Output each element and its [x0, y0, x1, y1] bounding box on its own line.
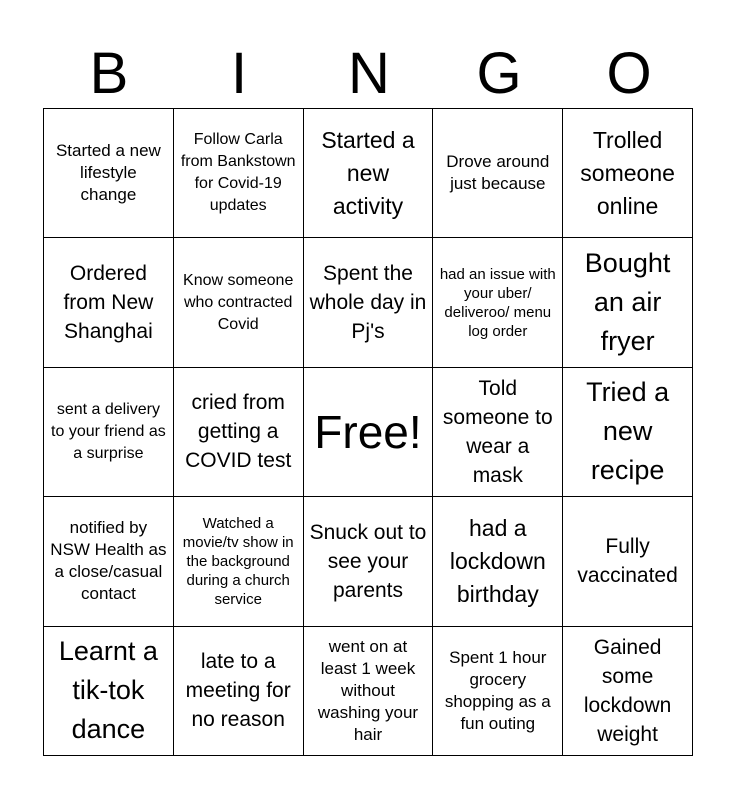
cell-text: Told someone to wear a mask: [442, 376, 553, 487]
bingo-header: [44, 40, 694, 108]
cell-text: Drove around just because: [446, 152, 550, 194]
cell-text: Trolled someone online: [580, 126, 675, 219]
header-letter-b: B: [89, 41, 129, 106]
bingo-cell-2-3[interactable]: [304, 238, 434, 367]
cell-text: late to a meeting for no reason: [185, 650, 291, 732]
cell-text: notified by NSW Health as a close/casual contact: [50, 518, 167, 604]
cell-text: Snuck out to see your parents: [309, 520, 427, 602]
bingo-cell-3-2[interactable]: [174, 368, 304, 497]
bingo-cell-1-2[interactable]: [174, 109, 304, 238]
bingo-cell-5-4[interactable]: [433, 627, 563, 756]
cell-text: sent a delivery to your friend as a surprise: [51, 400, 166, 462]
header-letter-g: G: [476, 41, 522, 106]
bingo-cell-2-5[interactable]: [563, 238, 693, 367]
bingo-cell-3-1[interactable]: [44, 368, 174, 497]
bingo-grid: [43, 108, 693, 756]
bingo-cell-1-4[interactable]: [433, 109, 563, 238]
bingo-cell-4-3[interactable]: [304, 497, 434, 626]
bingo-cell-3-4[interactable]: [433, 368, 563, 497]
cell-text: Watched a movie/tv show in the background during a church service: [182, 514, 294, 608]
bingo-cell-1-3[interactable]: [304, 109, 434, 238]
cell-text: Tried a new recipe: [586, 377, 670, 486]
free-space-text: Free!: [314, 405, 422, 458]
cell-text: Started a new activity: [321, 126, 415, 219]
bingo-cell-4-5[interactable]: [563, 497, 693, 626]
cell-text: Follow Carla from Bankstown for Covid-19 updates: [180, 131, 296, 215]
cell-text: went on at least 1 week without washing your hair: [317, 636, 419, 744]
bingo-cell-2-1[interactable]: [44, 238, 174, 367]
bingo-cell-5-2[interactable]: [174, 627, 304, 756]
header-letter-n: N: [348, 41, 390, 106]
cell-text: Fully vaccinated: [577, 535, 678, 588]
bingo-cell-4-2[interactable]: [174, 497, 304, 626]
header-letter-o: O: [606, 41, 652, 106]
bingo-cell-1-5[interactable]: [563, 109, 693, 238]
cell-text: Spent the whole day in Pj's: [309, 262, 427, 344]
bingo-cell-free[interactable]: [304, 368, 434, 497]
cell-text: had a lockdown birthday: [449, 514, 546, 607]
cell-text: Ordered from New Shanghai: [63, 262, 154, 344]
cell-text: Bought an air fryer: [584, 248, 671, 357]
bingo-cell-3-5[interactable]: [563, 368, 693, 497]
bingo-cell-4-4[interactable]: [433, 497, 563, 626]
bingo-cell-2-4[interactable]: [433, 238, 563, 367]
cell-text: Learnt a tik-tok dance: [58, 636, 158, 745]
header-letter-i: I: [230, 41, 248, 106]
cell-text: Gained some lockdown weight: [583, 635, 672, 746]
cell-text: cried from getting a COVID test: [185, 391, 292, 473]
cell-text: Know someone who contracted Covid: [183, 271, 294, 333]
bingo-cell-5-5[interactable]: [563, 627, 693, 756]
bingo-cell-5-1[interactable]: [44, 627, 174, 756]
cell-text: had an issue with your uber/ deliveroo/ menu log order: [439, 265, 556, 340]
bingo-cell-5-3[interactable]: [304, 627, 434, 756]
cell-text: Started a new lifestyle change: [55, 141, 161, 205]
bingo-cell-2-2[interactable]: [174, 238, 304, 367]
bingo-cell-1-1[interactable]: [44, 109, 174, 238]
cell-text: Spent 1 hour grocery shopping as a fun outing: [444, 647, 551, 733]
bingo-cell-4-1[interactable]: [44, 497, 174, 626]
